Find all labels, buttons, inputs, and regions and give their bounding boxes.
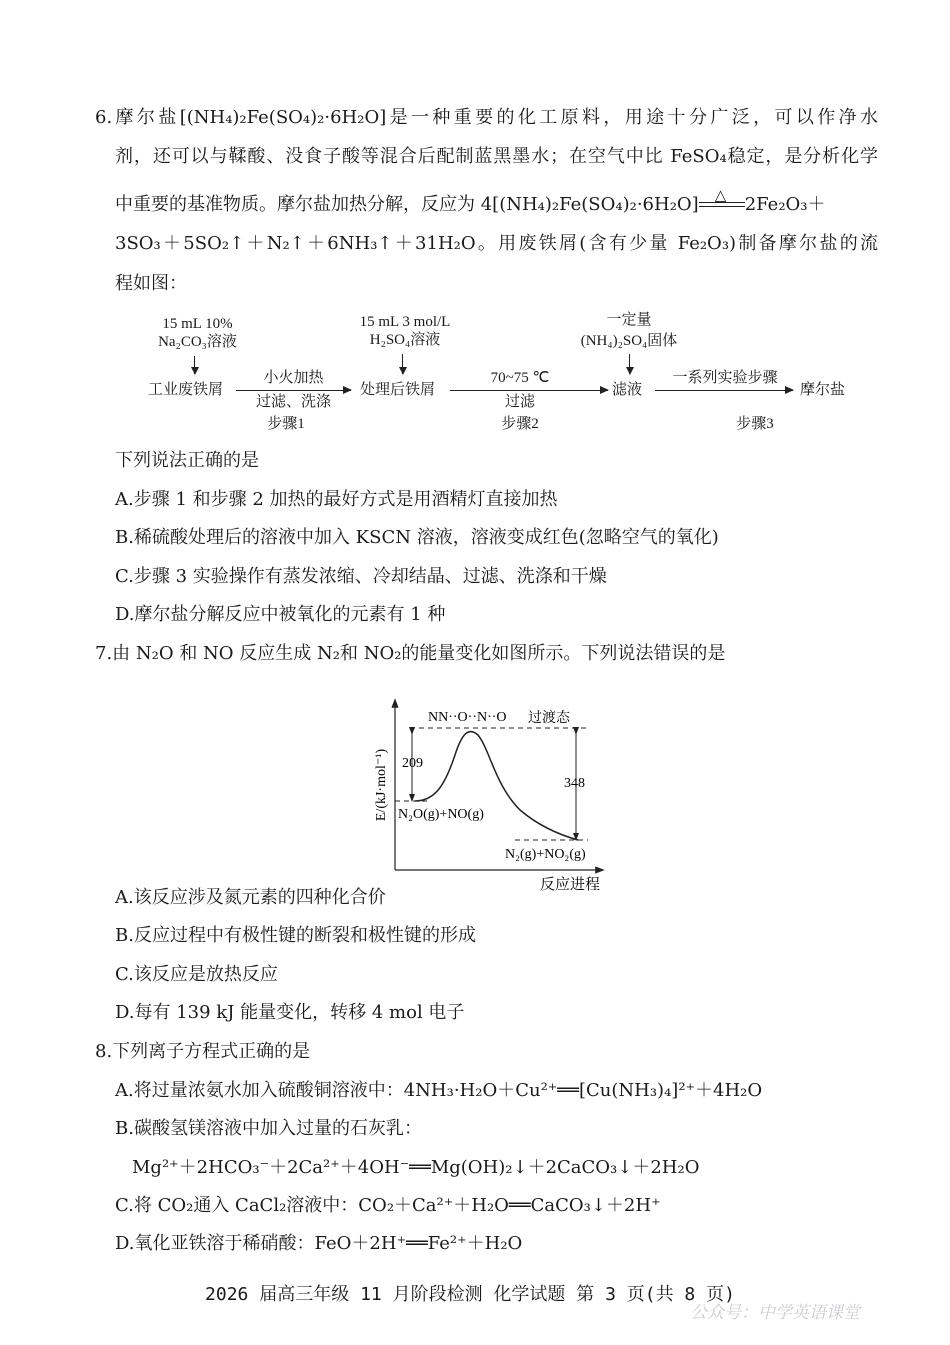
q6-line-3-text: 中重要的基准物质。摩尔盐加热分解，反应为 4[(NH₄)₂Fe(SO₄)₂·6H₂O] bbox=[115, 194, 699, 215]
reagent1-line1: 15 mL 10% bbox=[162, 316, 233, 332]
ea-forward-value: 209 bbox=[402, 756, 423, 771]
q6-line-3-tail: 2Fe₂O₃＋ bbox=[744, 194, 826, 215]
q6-option-d: D.摩尔盐分解反应中被氧化的元素有 1 种 bbox=[115, 604, 446, 625]
energy-curve bbox=[415, 732, 578, 840]
flow-arrow-1 bbox=[236, 390, 351, 391]
arrow2-top-label: 70~75 ℃ bbox=[490, 370, 550, 386]
transition-state-label: 过渡态 bbox=[528, 711, 570, 726]
q6-line-4: 3SO₃＋5SO₂↑＋N₂↑＋6NH₃↑＋31H₂O。用废铁屑(含有少量 Fe₂O₃)制备摩尔盐的流 bbox=[115, 233, 878, 254]
reagent2-arrow bbox=[402, 354, 403, 374]
q7-option-c: C.该反应是放热反应 bbox=[115, 964, 278, 985]
heating-equals-sign bbox=[699, 186, 745, 211]
reactants-label: N₂O(g)+NO(g) bbox=[398, 807, 484, 822]
y-axis-label: E/(kJ·mol⁻¹) bbox=[374, 748, 389, 822]
q6-option-a: A.步骤 1 和步骤 2 加热的最好方式是用酒精灯直接加热 bbox=[115, 489, 558, 510]
reagent1-line2: Na₂CO₃溶液 bbox=[158, 334, 237, 350]
flow-arrow-3 bbox=[655, 390, 793, 391]
ea-reverse-value: 348 bbox=[564, 776, 585, 791]
arrow1-bottom-label: 过滤、洗涤 bbox=[255, 394, 331, 410]
q7-option-a: A.该反应涉及氮元素的四种化合价 bbox=[115, 887, 386, 908]
reagent3-line1: 一定量 bbox=[606, 312, 652, 328]
q8-option-a: A.将过量浓氨水加入硫酸铜溶液中：4NH₃·H₂O＋Cu²⁺══[Cu(NH₃)₄]²⁺＋4H₂O bbox=[115, 1080, 763, 1101]
x-axis-label: 反应进程 bbox=[539, 877, 601, 893]
q8-option-b: B.碳酸氢镁溶液中加入过量的石灰乳： bbox=[115, 1118, 422, 1139]
q8-option-c: C.将 CO₂通入 CaCl₂溶液中：CO₂＋Ca²⁺＋H₂O══CaCO₃↓＋2H⁺ bbox=[115, 1195, 661, 1216]
reagent1-arrow bbox=[194, 356, 195, 374]
products-label: N₂(g)+NO₂(g) bbox=[505, 847, 586, 862]
q6-line-5: 程如图： bbox=[115, 273, 187, 294]
flow-arrow-2 bbox=[450, 390, 608, 391]
transition-structure: NN··O··N··O bbox=[428, 710, 507, 725]
q6-option-b: B.稀硫酸处理后的溶液中加入 KSCN 溶液，溶液变成红色(忽略空气的氧化) bbox=[115, 527, 719, 548]
arrow3-top-label: 一系列实验步骤 bbox=[672, 370, 778, 386]
q6-line-1: 6.摩尔盐[(NH₄)₂Fe(SO₄)₂·6H₂O]是一种重要的化工原料，用途十分广泛，可以作净水 bbox=[95, 107, 878, 128]
step3-label: 步骤3 bbox=[736, 416, 774, 432]
heat-condition: △ bbox=[714, 186, 727, 204]
q8-option-b-equation: Mg²⁺＋2HCO₃⁻＋2Ca²⁺＋4OH⁻══Mg(OH)₂↓＋2CaCO₃↓＋2H₂O bbox=[132, 1157, 700, 1178]
reagent2-line1: 15 mL 3 mol/L bbox=[359, 314, 451, 330]
reagent2-line2: H₂SO₄溶液 bbox=[369, 332, 441, 348]
reagent3-arrow bbox=[629, 354, 630, 374]
arrow1-top-label: 小火加热 bbox=[263, 370, 324, 386]
page-footer: 2026 届高三年级 11 月阶段检测 化学试题 第 3 页(共 8 页) bbox=[205, 1284, 735, 1305]
q7-stem: 7.由 N₂O 和 NO 反应生成 N₂和 NO₂的能量变化如图所示。下列说法错误的是 bbox=[95, 643, 726, 664]
energy-diagram bbox=[360, 675, 620, 895]
step1-label: 步骤1 bbox=[267, 416, 305, 432]
q6-prompt: 下列说法正确的是 bbox=[115, 450, 259, 471]
q6-line-3 bbox=[115, 186, 826, 217]
q7-option-d: D.每有 139 kJ 能量变化，转移 4 mol 电子 bbox=[115, 1002, 465, 1023]
reagent3-line2: (NH₄)₂SO₄固体 bbox=[580, 333, 678, 349]
q6-line-2: 剂，还可以与鞣酸、没食子酸等混合后配制蓝黑墨水；在空气中比 FeSO₄稳定，是分析化学 bbox=[115, 146, 878, 167]
node-treated-iron: 处理后铁屑 bbox=[360, 382, 436, 398]
node-waste-iron: 工业废铁屑 bbox=[148, 382, 224, 398]
node-filtrate: 滤液 bbox=[612, 382, 643, 398]
q6-option-c: C.步骤 3 实验操作有蒸发浓缩、冷却结晶、过滤、洗涤和干燥 bbox=[115, 566, 607, 587]
q8-option-d: D.氧化亚铁溶于稀硝酸：FeO＋2H⁺══Fe²⁺＋H₂O bbox=[115, 1233, 523, 1254]
q8-stem: 8.下列离子方程式正确的是 bbox=[95, 1041, 311, 1062]
watermark: 公众号：中学英语课堂 bbox=[690, 1303, 860, 1323]
step2-label: 步骤2 bbox=[501, 416, 539, 432]
q7-option-b: B.反应过程中有极性键的断裂和极性键的形成 bbox=[115, 925, 476, 946]
arrow2-bottom-label: 过滤 bbox=[504, 394, 535, 410]
node-mohr-salt: 摩尔盐 bbox=[800, 382, 846, 398]
